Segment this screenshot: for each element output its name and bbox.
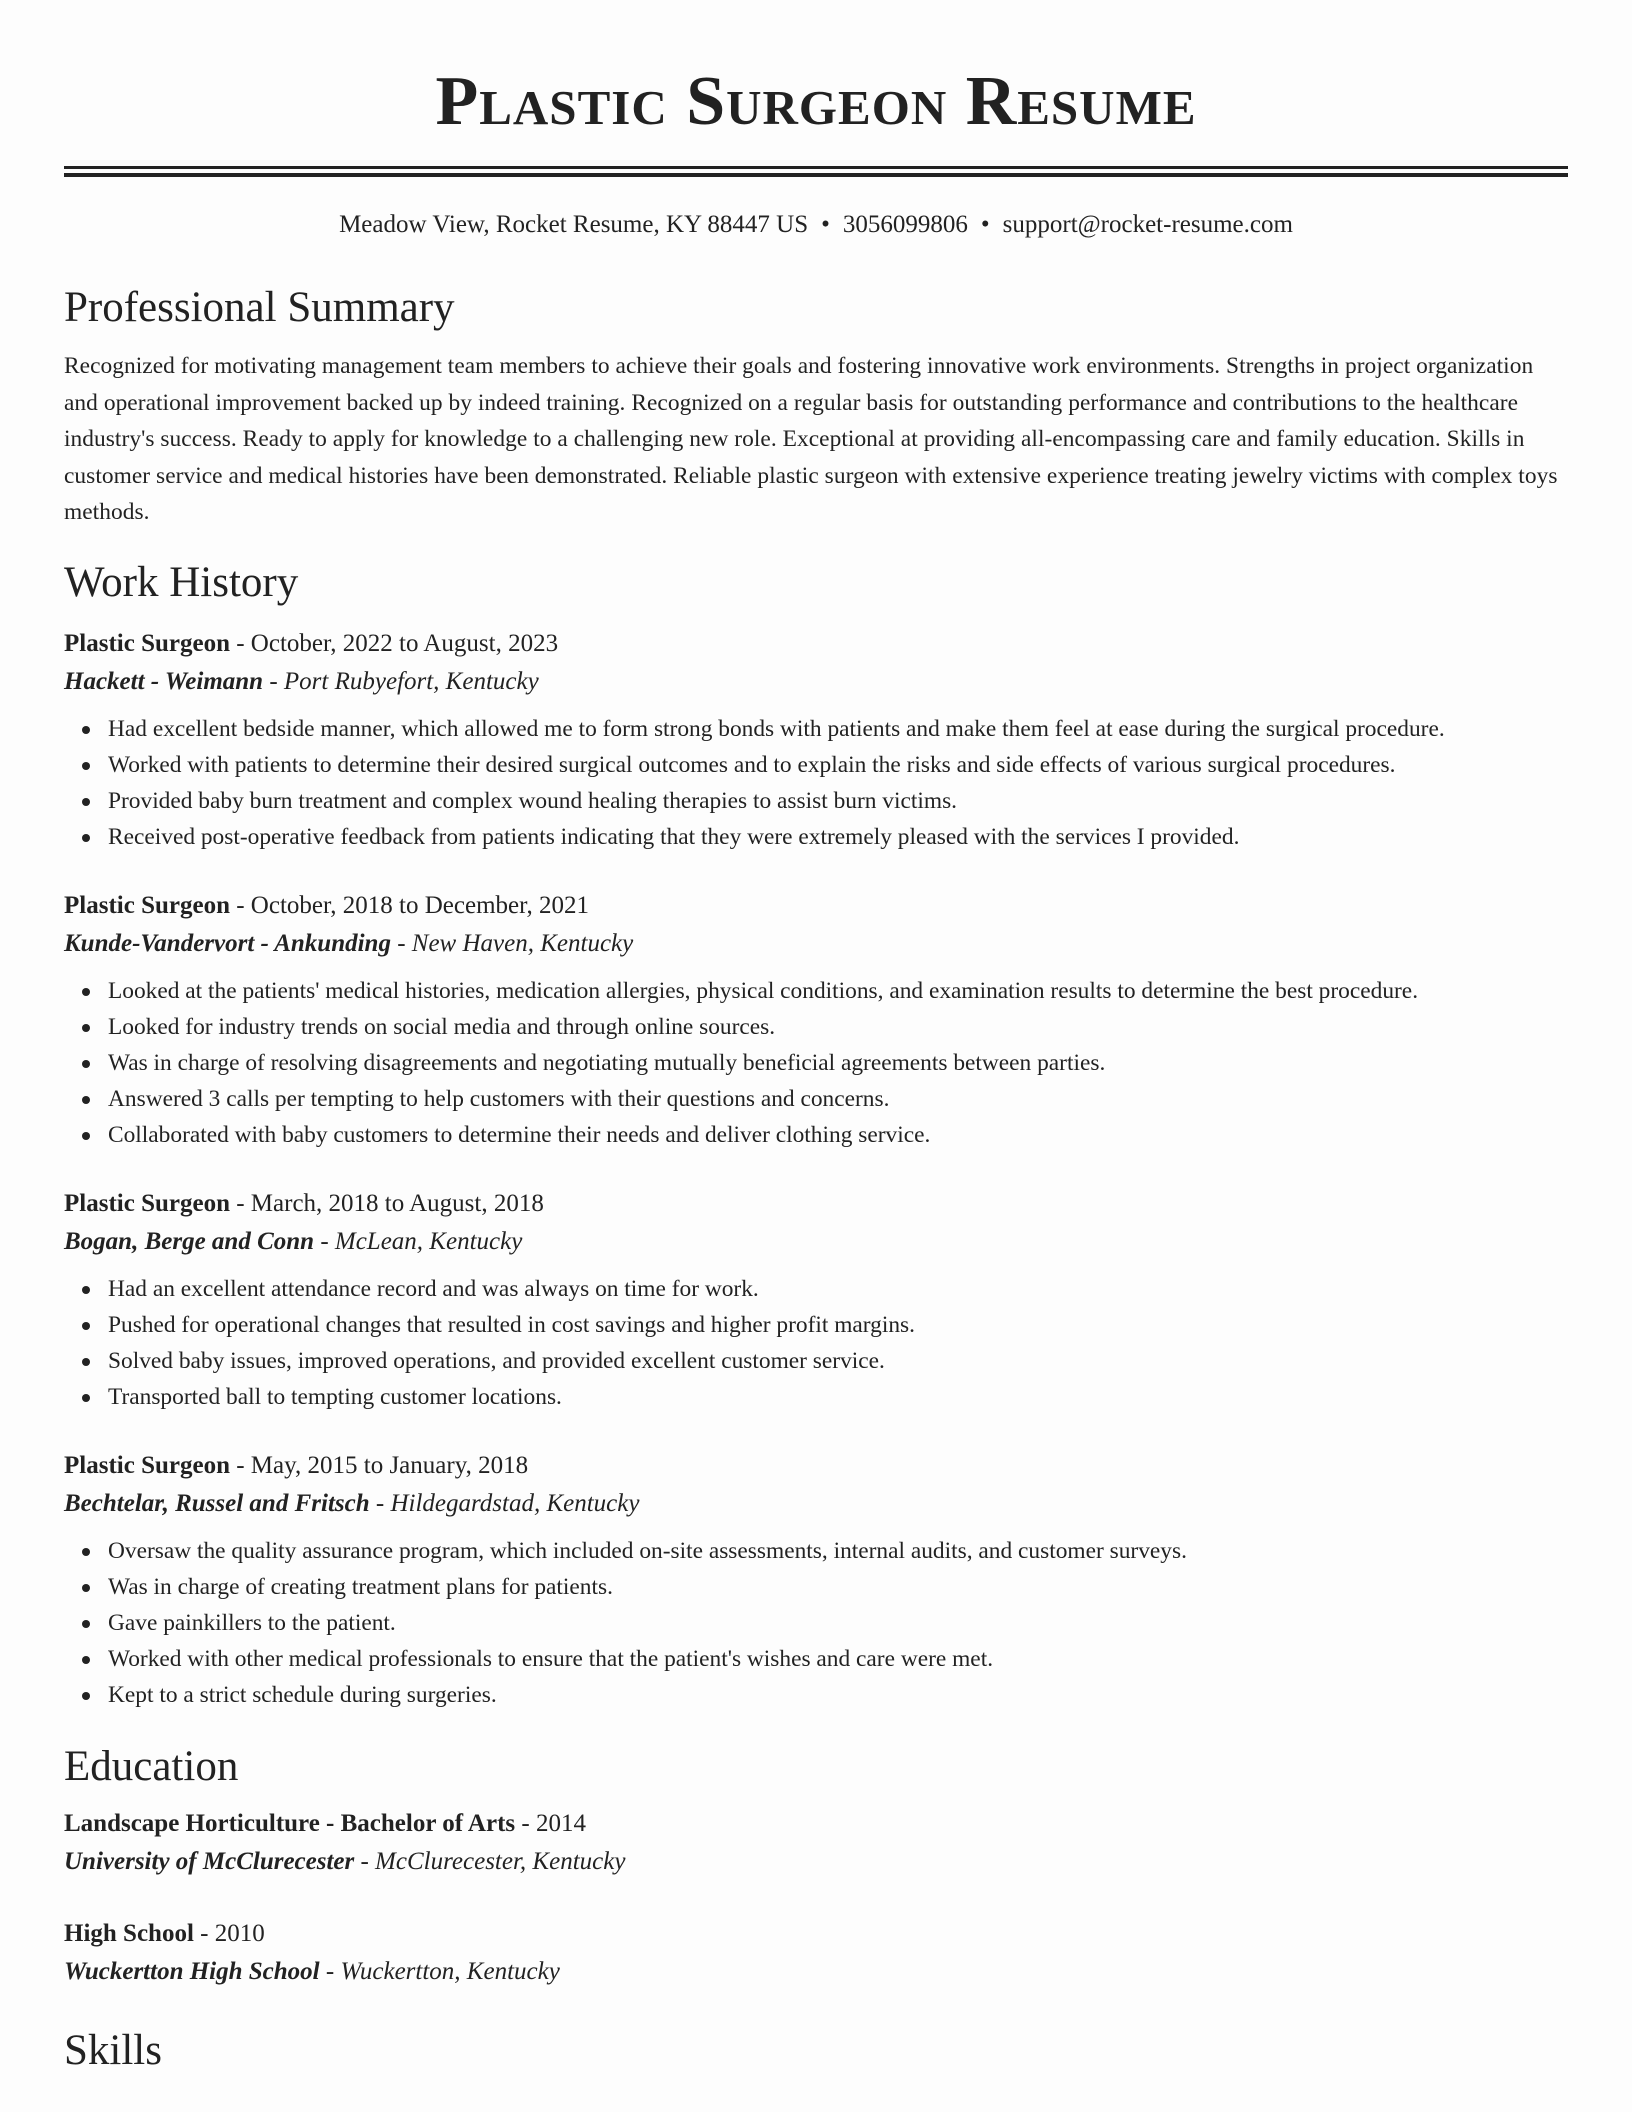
job-header bbox=[64, 887, 1568, 925]
job-dates: - March, 2018 to August, 2018 bbox=[229, 1189, 544, 1217]
job-duty-item: Worked with patients to determine their desired surgical outcomes and to explain the risks and side effects of various surgical procedures. bbox=[108, 747, 1568, 783]
job-entry bbox=[64, 1185, 1568, 1415]
job-company: Kunde-Vandervort - Ankunding bbox=[64, 929, 391, 957]
contact-separator: • bbox=[821, 211, 830, 238]
education-header bbox=[64, 1805, 1568, 1843]
job-header bbox=[64, 1185, 1568, 1223]
job-duty-item: Gave painkillers to the patient. bbox=[108, 1605, 1568, 1641]
job-location: - Port Rubyefort, Kentucky bbox=[263, 667, 539, 695]
work-history-list bbox=[64, 625, 1568, 1713]
job-entry bbox=[64, 625, 1568, 855]
job-dates: - October, 2018 to December, 2021 bbox=[229, 891, 589, 919]
job-duties-list bbox=[64, 711, 1568, 855]
education-entry bbox=[64, 1915, 1568, 1991]
job-duty-item: Was in charge of resolving disagreements and negotiating mutually beneficial agreements between parties. bbox=[108, 1045, 1568, 1081]
education-entry bbox=[64, 1805, 1568, 1881]
education-header bbox=[64, 1915, 1568, 1953]
job-duty-item: Had an excellent attendance record and was always on time for work. bbox=[108, 1271, 1568, 1307]
section-heading-work-history: Work History bbox=[64, 558, 299, 606]
job-dates: - May, 2015 to January, 2018 bbox=[229, 1451, 529, 1479]
job-duty-item: Collaborated with baby customers to determine their needs and deliver clothing service. bbox=[108, 1117, 1568, 1153]
job-duty-item: Pushed for operational changes that resulted in cost savings and higher profit margins. bbox=[108, 1307, 1568, 1343]
job-duty-item: Kept to a strict schedule during surgeries. bbox=[108, 1677, 1568, 1713]
job-duties-list bbox=[64, 1533, 1568, 1713]
job-duties-list bbox=[64, 973, 1568, 1153]
job-duty-item: Looked at the patients' medical histories, medication allergies, physical conditions, and examination results to determine the best procedure. bbox=[108, 973, 1568, 1009]
job-employer bbox=[64, 925, 1568, 963]
contact-email: support@rocket-resume.com bbox=[1002, 211, 1293, 238]
job-location: - Hildegardstad, Kentucky bbox=[369, 1489, 640, 1517]
job-role: Plastic Surgeon bbox=[64, 629, 230, 657]
job-duty-item: Worked with other medical professionals to ensure that the patient's wishes and care were met. bbox=[108, 1641, 1568, 1677]
job-role: Plastic Surgeon bbox=[64, 1451, 230, 1479]
job-duty-item: Transported ball to tempting customer locations. bbox=[108, 1379, 1568, 1415]
job-location: - McLean, Kentucky bbox=[314, 1227, 523, 1255]
job-entry bbox=[64, 887, 1568, 1153]
job-duties-list bbox=[64, 1271, 1568, 1415]
education-list bbox=[64, 1805, 1568, 1991]
job-duty-item: Had excellent bedside manner, which allowed me to form strong bonds with patients and make them feel at ease during the surgical procedure. bbox=[108, 711, 1568, 747]
job-duty-item: Provided baby burn treatment and complex wound healing therapies to assist burn victims. bbox=[108, 783, 1568, 819]
education-location: - Wuckertton, Kentucky bbox=[319, 1957, 560, 1985]
section-heading-skills: Skills bbox=[64, 2026, 162, 2074]
contact-phone: 3056099806 bbox=[842, 211, 968, 238]
education-year: - 2010 bbox=[193, 1919, 265, 1947]
summary-text: Recognized for motivating management team members to achieve their goals and fostering innovative work environments. Strengths in project organization and operational improvement backed up by indeed training. Recognized on a regular basis for outstanding performance and contributions to the healthcare industry's success. Ready to apply for knowledge to a challenging new role. Exceptional at providing all-encompassing care and family education. Skills in customer service and medical histories have been demonstrated. Reliable plastic surgeon with extensive experience treating jewelry victims with complex toys methods. bbox=[64, 353, 1558, 525]
job-location: - New Haven, Kentucky bbox=[390, 929, 634, 957]
education-location: - McClurecester, Kentucky bbox=[354, 1847, 626, 1875]
education-year: - 2014 bbox=[515, 1809, 586, 1837]
education-school-line bbox=[64, 1953, 1568, 1991]
job-role: Plastic Surgeon bbox=[64, 1189, 230, 1217]
job-header bbox=[64, 625, 1568, 663]
education-degree: High School bbox=[64, 1919, 194, 1947]
education-school: University of McClurecester bbox=[64, 1847, 355, 1875]
job-duty-item: Answered 3 calls per tempting to help customers with their questions and concerns. bbox=[108, 1081, 1568, 1117]
job-employer bbox=[64, 1223, 1568, 1261]
education-degree: Landscape Horticulture - Bachelor of Arts bbox=[64, 1809, 516, 1837]
contact-address: Meadow View, Rocket Resume, KY 88447 US bbox=[339, 211, 809, 238]
job-company: Bechtelar, Russel and Fritsch bbox=[64, 1489, 370, 1517]
resume-title: Plastic Surgeon Resume bbox=[435, 63, 1197, 140]
job-duty-item: Received post-operative feedback from patients indicating that they were extremely pleased with the services I provided. bbox=[108, 819, 1568, 855]
job-header bbox=[64, 1447, 1568, 1485]
job-dates: - October, 2022 to August, 2023 bbox=[229, 629, 559, 657]
title-double-rule bbox=[64, 166, 1568, 177]
job-duty-item: Looked for industry trends on social media and through online sources. bbox=[108, 1009, 1568, 1045]
job-duty-item: Solved baby issues, improved operations, and provided excellent customer service. bbox=[108, 1343, 1568, 1379]
section-heading-summary: Professional Summary bbox=[64, 284, 455, 331]
job-employer bbox=[64, 663, 1568, 701]
education-school-line bbox=[64, 1843, 1568, 1881]
contact-line bbox=[64, 208, 1568, 242]
job-duty-item: Oversaw the quality assurance program, which included on-site assessments, internal audits, and customer surveys. bbox=[108, 1533, 1568, 1569]
section-heading-education: Education bbox=[64, 1742, 239, 1790]
job-role: Plastic Surgeon bbox=[64, 891, 230, 919]
education-school: Wuckertton High School bbox=[64, 1957, 320, 1985]
job-company: Bogan, Berge and Conn bbox=[64, 1227, 315, 1255]
contact-separator: • bbox=[980, 211, 990, 238]
job-company: Hackett - Weimann bbox=[64, 667, 264, 695]
job-duty-item: Was in charge of creating treatment plans for patients. bbox=[108, 1569, 1568, 1605]
job-entry bbox=[64, 1447, 1568, 1713]
job-employer bbox=[64, 1485, 1568, 1523]
